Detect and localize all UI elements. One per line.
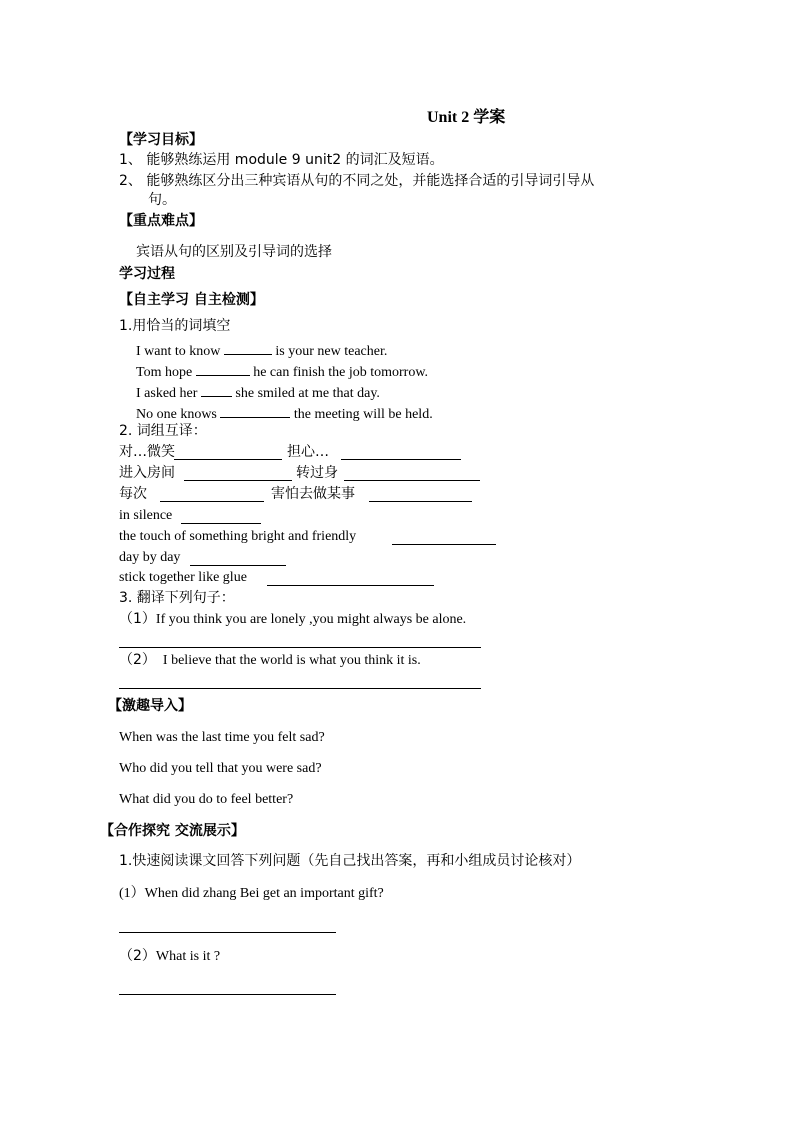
fill-blank-2-start: Tom hope	[136, 365, 193, 380]
fill-blank-4	[136, 403, 433, 424]
blank-line[interactable]	[160, 501, 264, 502]
answer-line[interactable]	[119, 688, 481, 689]
translate-item-1-number: （1）	[119, 611, 156, 627]
translate-item-1	[119, 610, 466, 629]
fill-blank-1-start: I want to know	[136, 344, 221, 359]
exercise-2-title: 2. 词组互译：	[119, 423, 207, 439]
blank-line[interactable]	[196, 361, 250, 376]
phrase-7: in silence	[119, 508, 173, 523]
blank-line[interactable]	[369, 501, 472, 502]
fill-blank-2-end: he can finish the job tomorrow.	[253, 365, 429, 380]
interest-question-3: What did you do to feel better?	[119, 792, 294, 807]
process-heading: 学习过程	[119, 266, 175, 282]
phrase-8: the touch of something bright and friendly	[119, 529, 357, 544]
blank-line[interactable]	[392, 544, 496, 545]
blank-line[interactable]	[220, 403, 290, 418]
phrase-10: stick together like glue	[119, 570, 247, 585]
fill-blank-1	[136, 340, 387, 361]
blank-line[interactable]	[181, 523, 261, 524]
phrase-1: 对…微笑	[119, 444, 175, 460]
reading-question-2-text: What is it ?	[155, 949, 221, 964]
answer-line[interactable]	[119, 647, 481, 648]
blank-line[interactable]	[174, 459, 282, 460]
fill-blank-3-start: I asked her	[136, 386, 198, 401]
blank-line[interactable]	[341, 459, 461, 460]
fill-blank-1-end: is your new teacher.	[275, 344, 388, 359]
exercise-1-title: 1.用恰当的词填空	[119, 318, 231, 334]
page-title	[427, 108, 505, 128]
fill-blank-3-end: she smiled at me that day.	[235, 386, 380, 401]
reading-question-2-number: （2）	[119, 948, 156, 964]
interest-question-1: When was the last time you felt sad?	[119, 730, 325, 745]
goal-item-2-cont: 句。	[148, 192, 176, 208]
blank-line[interactable]	[190, 565, 286, 566]
phrase-3: 进入房间	[119, 465, 175, 481]
section-heading-key: 【重点难点】	[119, 213, 203, 229]
answer-line[interactable]	[119, 994, 336, 995]
fill-blank-2	[136, 361, 428, 382]
answer-line[interactable]	[119, 932, 336, 933]
phrase-2: 担心…	[287, 444, 329, 460]
key-text: 宾语从句的区别及引导词的选择	[136, 244, 332, 260]
goal-item-1: 1、 能够熟练运用 module 9 unit2 的词汇及短语。	[119, 152, 444, 168]
blank-line[interactable]	[224, 340, 272, 355]
translate-item-2-number: （2）	[119, 652, 156, 668]
section-heading-self-study: 【自主学习 自主检测】	[119, 292, 264, 308]
reading-question-2	[119, 947, 220, 966]
cooperation-task: 1.快速阅读课文回答下列问题（先自己找出答案，再和小组成员讨论核对）	[119, 853, 581, 869]
section-heading-interest: 【激趣导入】	[108, 698, 192, 714]
phrase-5: 每次	[119, 486, 147, 502]
phrase-6: 害怕去做某事	[271, 486, 355, 502]
translate-item-2-text: I believe that the world is what you think it is.	[162, 653, 421, 668]
reading-question-1-text: When did zhang Bei get an important gift?	[144, 886, 384, 901]
translate-item-1-text: If you think you are lonely ,you might always be alone.	[155, 612, 467, 627]
blank-line[interactable]	[344, 480, 480, 481]
translate-item-2	[119, 651, 421, 670]
reading-question-1-number: (1）	[119, 886, 145, 901]
exercise-3-title: 3. 翻译下列句子：	[119, 590, 235, 606]
phrase-9: day by day	[119, 550, 181, 565]
blank-line[interactable]	[201, 382, 232, 397]
phrase-4: 转过身	[296, 465, 338, 481]
section-heading-goals: 【学习目标】	[119, 132, 203, 148]
fill-blank-3	[136, 382, 380, 403]
page-title-text: Unit 2 学案	[427, 109, 506, 126]
blank-line[interactable]	[184, 480, 292, 481]
section-heading-cooperation: 【合作探究 交流展示】	[100, 823, 245, 839]
fill-blank-4-start: No one knows	[136, 407, 217, 422]
goal-item-2: 2、 能够熟练区分出三种宾语从句的不同之处，并能选择合适的引导词引导从	[119, 173, 595, 189]
blank-line[interactable]	[267, 585, 434, 586]
interest-question-2: Who did you tell that you were sad?	[119, 761, 322, 776]
fill-blank-4-end: the meeting will be held.	[293, 407, 433, 422]
reading-question-1	[119, 885, 384, 903]
